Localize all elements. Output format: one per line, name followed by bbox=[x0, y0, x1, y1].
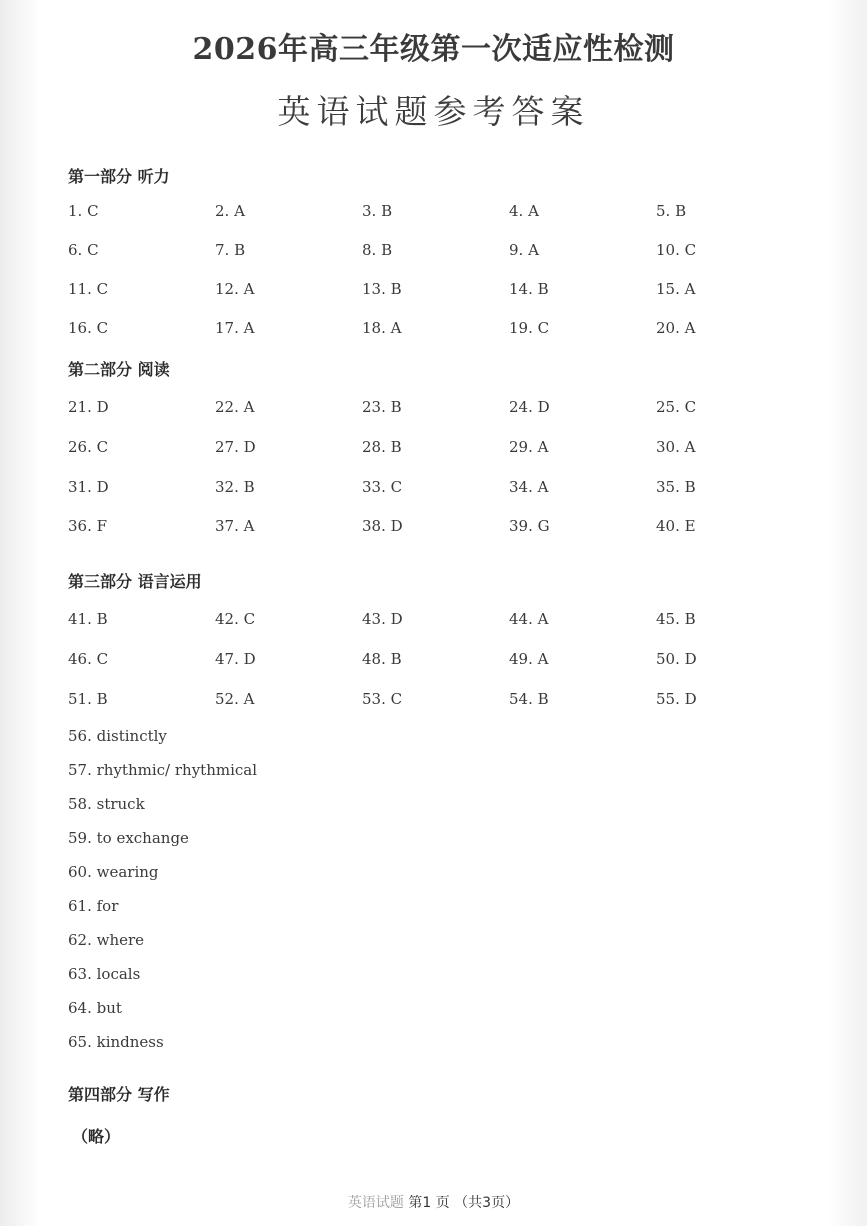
section-title-language-use: 第三部分 语言运用 bbox=[68, 572, 202, 591]
answer-item: 14. B bbox=[509, 280, 549, 298]
answer-item: 25. C bbox=[656, 398, 697, 416]
list-item: 57. rhythmic/ rhythmical bbox=[68, 761, 258, 779]
answer-item: 32. B bbox=[215, 478, 255, 496]
answer-item: 48. B bbox=[362, 650, 402, 668]
answer-item: 26. C bbox=[68, 438, 109, 456]
answer-row bbox=[0, 280, 867, 304]
fill-in-answers bbox=[68, 724, 257, 1064]
answer-item: 19. C bbox=[509, 319, 550, 337]
answer-item: 20. A bbox=[656, 319, 696, 337]
answer-item: 23. B bbox=[362, 398, 402, 416]
answer-item: 2. A bbox=[215, 202, 245, 220]
section-title-listening: 第一部分 听力 bbox=[68, 167, 170, 186]
list-item: 65. kindness bbox=[68, 1033, 164, 1051]
list-item: 58. struck bbox=[68, 795, 145, 813]
list-item: 59. to exchange bbox=[68, 829, 189, 847]
answer-item: 38. D bbox=[362, 517, 403, 535]
page-subtitle: 英语试题参考答案 bbox=[277, 92, 590, 131]
answer-item: 47. D bbox=[215, 650, 256, 668]
answer-item: 3. B bbox=[362, 202, 393, 220]
answer-item: 43. D bbox=[362, 610, 403, 628]
answer-item: 13. B bbox=[362, 280, 402, 298]
answer-item: 41. B bbox=[68, 610, 108, 628]
answer-row bbox=[0, 202, 867, 226]
answer-item: 34. A bbox=[509, 478, 549, 496]
answer-item: 7. B bbox=[215, 241, 246, 259]
list-item: 56. distinctly bbox=[68, 727, 167, 745]
answer-item: 12. A bbox=[215, 280, 255, 298]
answer-item: 31. D bbox=[68, 478, 109, 496]
answer-row bbox=[0, 610, 867, 634]
list-item: 62. where bbox=[68, 931, 145, 949]
answer-item: 11. C bbox=[68, 280, 109, 298]
answer-item: 50. D bbox=[656, 650, 697, 668]
answer-item: 45. B bbox=[656, 610, 696, 628]
answer-row bbox=[0, 438, 867, 462]
section-title-writing: 第四部分 写作 bbox=[68, 1085, 170, 1104]
answer-item: 21. D bbox=[68, 398, 109, 416]
section-title-reading: 第二部分 阅读 bbox=[68, 360, 170, 379]
answer-item: 44. A bbox=[509, 610, 549, 628]
answer-item: 4. A bbox=[509, 202, 539, 220]
answer-item: 52. A bbox=[215, 690, 255, 708]
answer-item: 30. A bbox=[656, 438, 696, 456]
answer-item: 22. A bbox=[215, 398, 255, 416]
answer-item: 54. B bbox=[509, 690, 549, 708]
answer-item: 9. A bbox=[509, 241, 539, 259]
answer-item: 10. C bbox=[656, 241, 697, 259]
answer-item: 36. F bbox=[68, 517, 108, 535]
list-item: 60. wearing bbox=[68, 863, 159, 881]
answer-item: 46. C bbox=[68, 650, 109, 668]
answer-item: 15. A bbox=[656, 280, 696, 298]
page-title: 2026年高三年级第一次适应性检测 bbox=[192, 32, 675, 67]
answer-item: 8. B bbox=[362, 241, 393, 259]
list-item: 64. but bbox=[68, 999, 122, 1017]
answer-item: 53. C bbox=[362, 690, 403, 708]
answer-item: 17. A bbox=[215, 319, 255, 337]
answer-item: 27. D bbox=[215, 438, 256, 456]
list-item: 61. for bbox=[68, 897, 119, 915]
answer-item: 35. B bbox=[656, 478, 696, 496]
answer-row bbox=[0, 319, 867, 343]
answer-item: 37. A bbox=[215, 517, 255, 535]
answer-item: 33. C bbox=[362, 478, 403, 496]
answer-item: 16. C bbox=[68, 319, 109, 337]
answer-row bbox=[0, 398, 867, 422]
answer-row bbox=[0, 650, 867, 674]
answer-item: 29. A bbox=[509, 438, 549, 456]
answer-row bbox=[0, 241, 867, 265]
answer-item: 49. A bbox=[509, 650, 549, 668]
page-footer bbox=[0, 1192, 867, 1212]
writing-note: （略） bbox=[72, 1127, 121, 1146]
answer-item: 5. B bbox=[656, 202, 687, 220]
answer-item: 55. D bbox=[656, 690, 697, 708]
answer-item: 42. C bbox=[215, 610, 256, 628]
answer-item: 24. D bbox=[509, 398, 550, 416]
answer-item: 1. C bbox=[68, 202, 99, 220]
footer-prefix: 英语试题 bbox=[347, 1195, 404, 1211]
footer-page-number: 第1 页 （共3页） bbox=[408, 1195, 520, 1211]
answer-row bbox=[0, 690, 867, 714]
answer-item: 6. C bbox=[68, 241, 99, 259]
answer-item: 39. G bbox=[509, 517, 550, 535]
list-item: 63. locals bbox=[68, 965, 141, 983]
answer-item: 18. A bbox=[362, 319, 402, 337]
answer-item: 51. B bbox=[68, 690, 108, 708]
answer-row bbox=[0, 517, 867, 541]
answer-item: 28. B bbox=[362, 438, 402, 456]
answer-row bbox=[0, 478, 867, 502]
answer-item: 40. E bbox=[656, 517, 696, 535]
